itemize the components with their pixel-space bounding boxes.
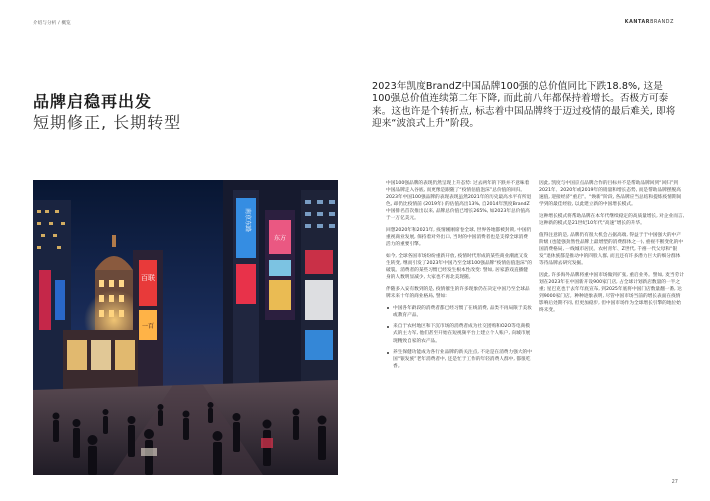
city-street-photo [33, 180, 338, 475]
breadcrumb[interactable]: 介绍与分析 / 概览 [33, 21, 71, 26]
paragraph-a2: 回想2020年和2021年, 疫情刚刚席卷全球, 世界各地都被封锁, 中国仍重视商业发展, 保持着对外出口, 当时的中国消费者也是支撑全球消费活力的重要引擎。 [386, 228, 532, 248]
neon-sign-4: 东方 [273, 235, 287, 242]
paragraph-b4: 因此, 许多海外品牌将重中国市场做到扩张, 重启业务。譬如, 麦当劳计划在2023年在中国新开设900家门店, 占全球计划新店数量的一半之重; 星巴克也于去年年底宣布, 到2025年底将中国门店数量翻一番, 达到9000家门店。种种迹象表明, 尽管中国市场当前的增长表面在疫情影响后处期不同, 但更加稳步, 但中国市场作为全球增长引擎的地位始终未变。 [539, 272, 684, 314]
paragraph-a1: 中国100强品牌的表现仍然呈现上升态势: 过去两年的下跌并不意味着中国品牌走入谷底, 而更像是跟随了“疫情估值泡沫”总价值的回归。2023年中国100强品牌的表现表现虽然2021年的历史最高水平有所退色, 却仍比疫情前 (2019年) 的估值高出13%, 自2014年凯度BrandZ中国排名首次推出以来, 品牌总价值已增长265%, 如2023年总价值高于一万亿美元。 [386, 181, 532, 222]
body-column-right [539, 180, 685, 319]
paragraph-b2: 这种增长模式将帮助品牌在本年代继续稳定的高质量增长, 对企业而言, 这种新的模式是21世纪10年代“高速”增长的升华。 [539, 213, 685, 227]
kantar-brandz-logo [625, 20, 674, 25]
paragraph-a3: 如今, 全球各国市场纷纷重新开放, 疫情时代形成的某些商业潮流又发生转变, 继而引发了2023年中国乃至全球100强品牌“疫情估值泡沫”的破裂。消费者的某些习惯已经发生根本性改变: 譬如, 居家游戏直播健身的人数明显减少, 大家也不再北美现随。 [386, 254, 532, 281]
bullet-list [386, 305, 532, 371]
body-column-left [386, 180, 532, 375]
logo-brandz: BRANDZ [650, 20, 674, 25]
neon-sign-3: 一百 [141, 323, 155, 330]
page-number: 27 [671, 479, 678, 485]
logo-kantar: KANTAR [624, 20, 651, 25]
paragraph-b3: 值得注意的是, 品牌仍有很大机会占据高端, 得益于于中国强大的中产阶级 (也能强劲然性品牌上最增塑的消费群体之一), 重视不断变化的中国消费格局, 一线城市居民、农村青年、Z世代, 千禧一代父母和“银发”退休族都是推动中的四股人群, 而且还有许多潜力巨大的细分群体等待品牌去研究发掘。 [539, 232, 684, 267]
bullet-item-1: 中国各年龄段的消费者都已经习惯了在线消费, 品类不再局限于美妆或教育产品。 [386, 305, 532, 319]
paragraph-b1: 因此, 凯度与中国京点品牌合作的目标并不是帮助品牌回到“回归”到2021年、2020年或2019年的销量和增长态势, 而是帮助品牌摆脱高速值, 迎接经济“重启”。“焕新”阶段, 各品牌应当总结和提炼疫情期间学到的最佳经验, 以此建立新的中国增长模式。 [539, 181, 682, 208]
page-title: 品牌启稳再出发 [33, 92, 153, 111]
neon-sign-2: 南京东路 [244, 207, 251, 233]
lead-paragraph: 2023年凯度BrandZ中国品牌100强的总价值同比下跌18.8%, 这是100强总价值连续第二年下降, 而此前八年都保持着增长。否极方可泰来。这也许是个转折点, 标志着中国品牌终于迈过疫情的最后难关, 即将迎来“波浪式上升”阶段。 [372, 81, 676, 130]
bullet-item-3: 养生保健功能成为各行业品牌的新关注点, 不论是在消费力强大的中国“银发族”老年消费者中, 还是忙于工作的年轻消费人群中, 都很吃香。 [386, 349, 532, 370]
paragraph-a4: 伴随多入安有数到的是, 疫情催生的许多现象仍在决定中国乃至全球品牌未来十年的商业格局, 譬如: [386, 287, 530, 300]
neon-sign-1: 百联 [141, 274, 155, 282]
page-subtitle: 短期修正, 长期转型 [33, 113, 182, 132]
nanjing-road-night-illustration [33, 180, 338, 475]
bullet-item-2: 来自于农村地区和下沉市场的消费者成为社交团购和O2O等电商模式的主力军, 他们甚至开始在短视频平台上建立个人账户, 向城市展现精致自家的农产品。 [386, 323, 532, 344]
